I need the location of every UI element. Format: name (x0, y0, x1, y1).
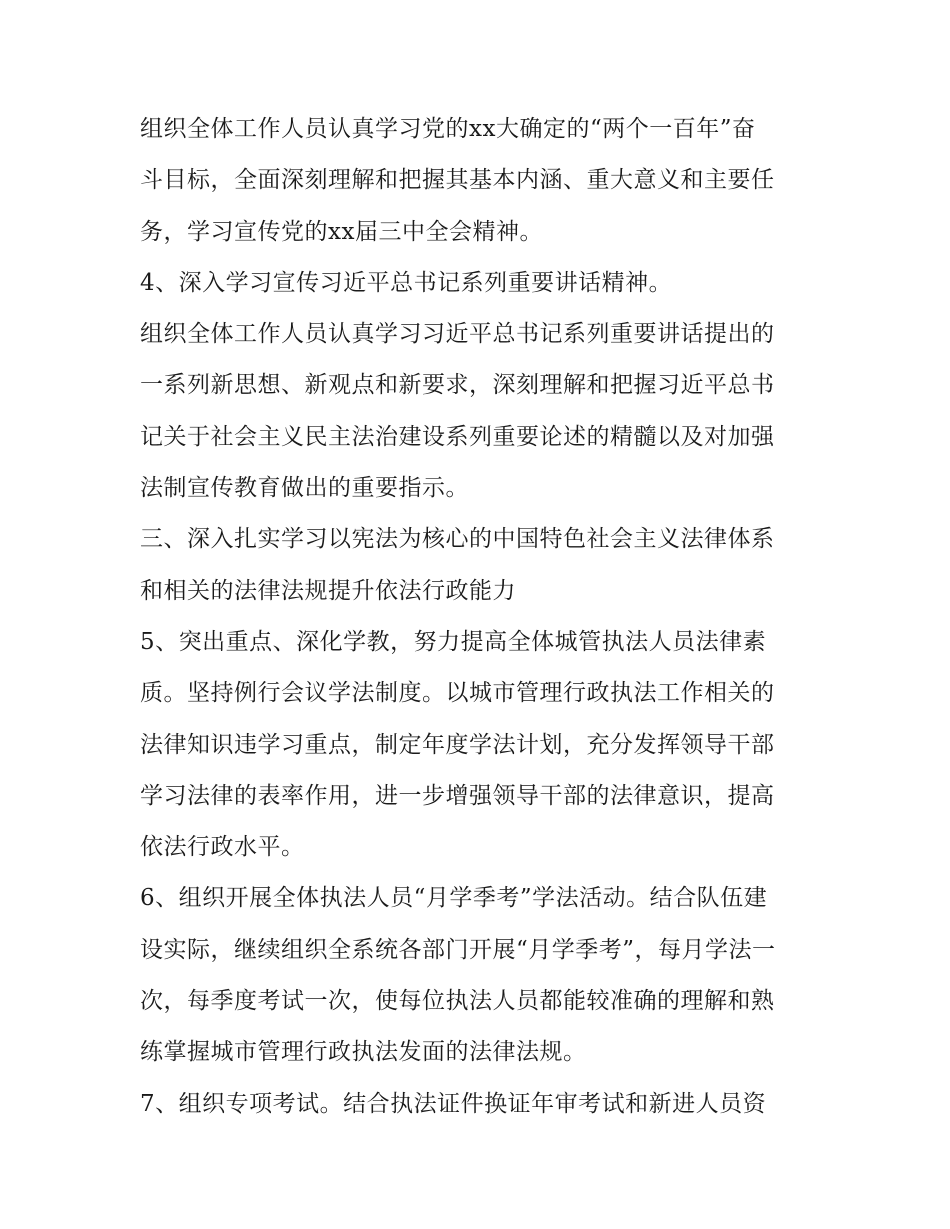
text-line: 练掌握城市管理行政执法发面的法律法规。 (140, 1039, 587, 1066)
text-line: 设实际，继续组织全系统各部门开展“月学季考”，每月学法一 (140, 936, 776, 963)
text-line: 依法行政水平。 (140, 834, 305, 861)
section-item-6: 6、组织开展全体执法人员“月学季考”学法活动。结合队伍建 (140, 885, 768, 912)
text-line: 记关于社会主义民主法治建设系列重要论述的精髓以及对加强 (140, 423, 775, 450)
text-line: 质。坚持例行会议学法制度。以城市管理行政执法工作相关的 (140, 680, 775, 707)
text-line: 次，每季度考试一次，使每位执法人员都能较准确的理解和熟 (140, 988, 775, 1015)
section-item-5: 5、突出重点、深化学教，努力提高全体城管执法人员法律素 (140, 628, 767, 655)
section-heading-3-continued: 和相关的法律法规提升依法行政能力 (140, 577, 516, 604)
section-heading-3: 三、深入扎实学习以宪法为核心的中国特色社会主义法律体系 (140, 526, 775, 553)
text-line: 法制宣传教育做出的重要指示。 (140, 475, 469, 502)
document-body (140, 104, 820, 1130)
text-line: 组织全体工作人员认真学习党的xx大确定的“两个一百年”奋 (140, 116, 756, 142)
text-line: 一系列新思想、新观点和新要求，深刻理解和把握习近平总书 (140, 372, 775, 399)
text-line: 法律知识违学习重点，制定年度学法计划，充分发挥领导干部 (140, 731, 775, 758)
section-item-7: 7、组织专项考试。结合执法证件换证年审考试和新进人员资 (140, 1090, 767, 1117)
text-line: 斗目标，全面深刻理解和把握其基本内涵、重大意义和主要任 (140, 167, 775, 194)
text-line: 学习法律的表率作用，进一步增强领导干部的法律意识，提高 (140, 782, 775, 809)
section-heading-4: 4、深入学习宣传习近平总书记系列重要讲话精神。 (140, 269, 673, 296)
text-line: 务，学习宣传党的xx届三中全会精神。 (140, 218, 543, 245)
text-line: 组织全体工作人员认真学习习近平总书记系列重要讲话提出的 (140, 321, 775, 348)
